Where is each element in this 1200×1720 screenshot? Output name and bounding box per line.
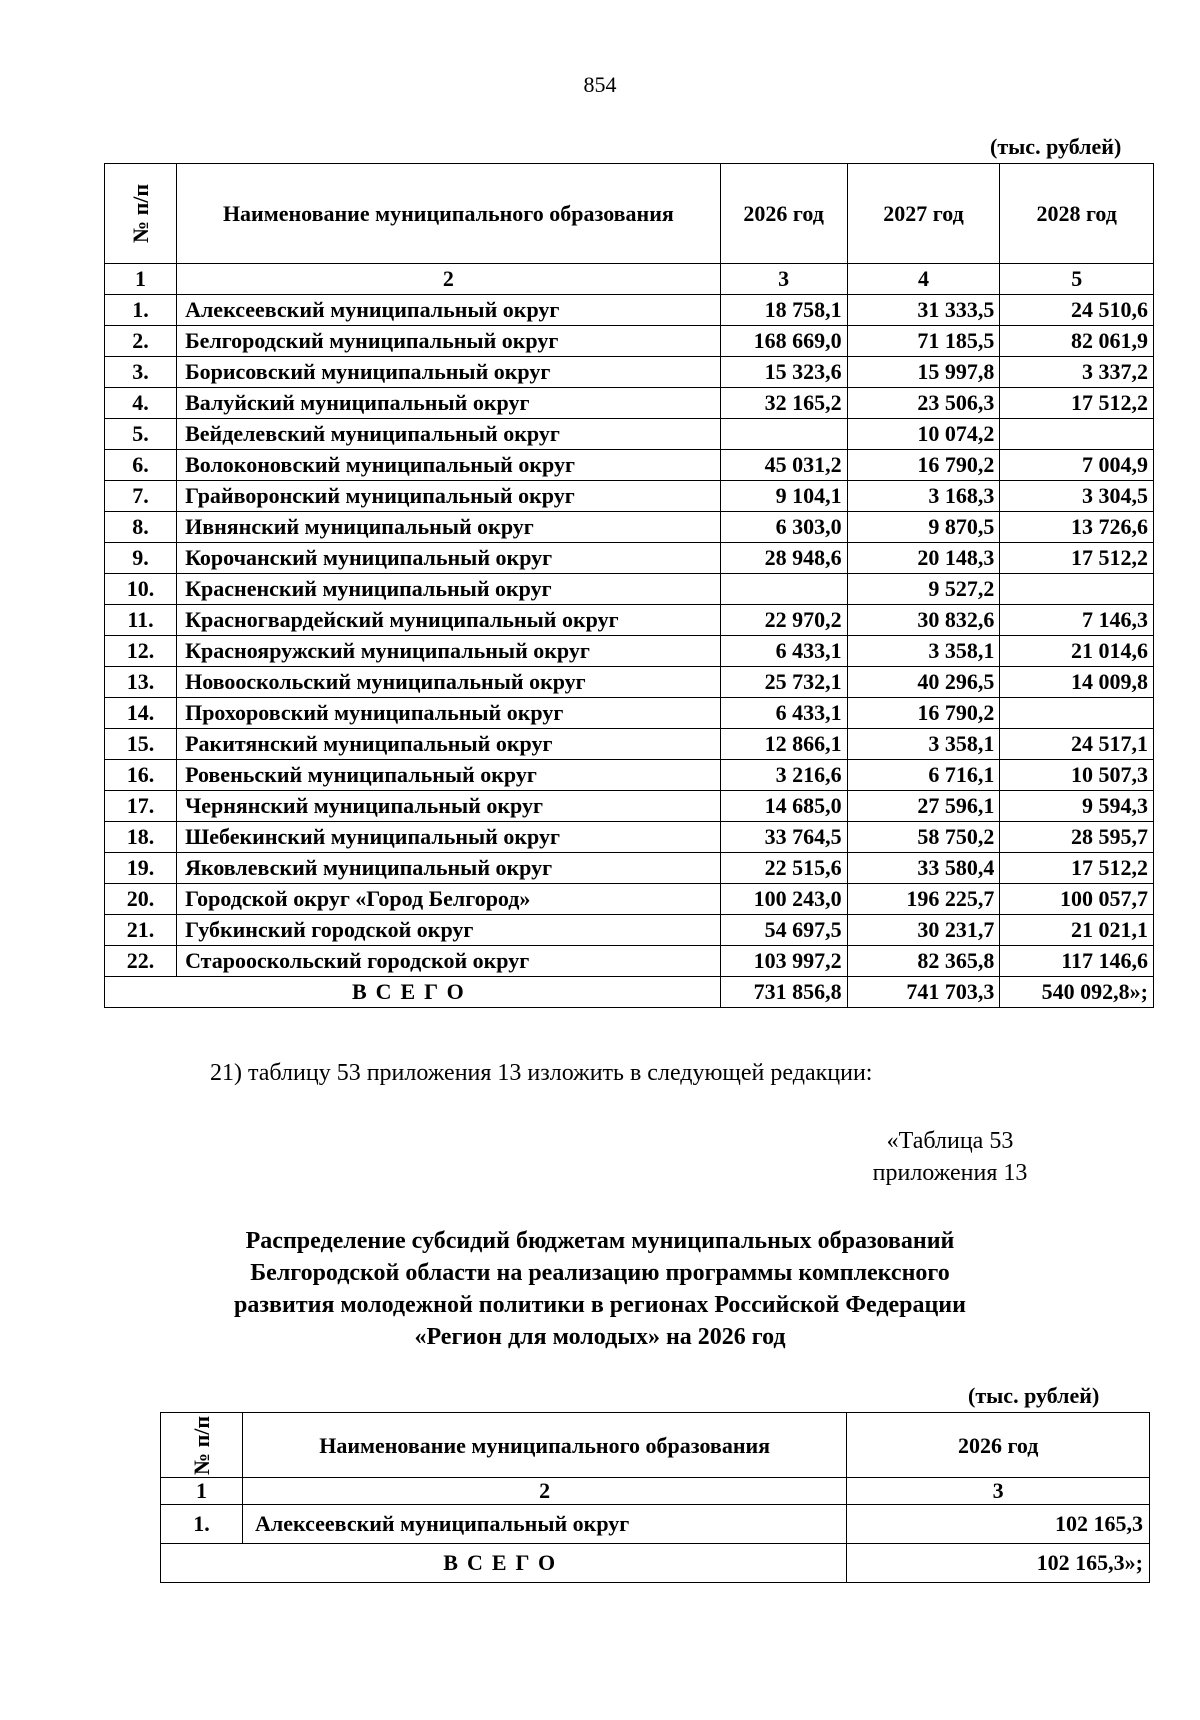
value-2027: 6 716,1: [847, 760, 1000, 791]
municipality-name: Алексеевский муниципальный округ: [177, 295, 721, 326]
value-2028: [1000, 698, 1154, 729]
table-row: [105, 698, 1154, 729]
table-row: [105, 946, 1154, 977]
value-2027: 30 832,6: [847, 605, 1000, 636]
row-number: 5.: [105, 419, 177, 450]
header-name: Наименование муниципального образования: [242, 1413, 846, 1478]
value-2028: 3 304,5: [1000, 481, 1154, 512]
table-row: [105, 574, 1154, 605]
header-num: № п/п: [161, 1413, 243, 1478]
total-row: [161, 1544, 1150, 1583]
table-row: [105, 295, 1154, 326]
header-year-2027: 2027 год: [847, 164, 1000, 264]
column-number: 2: [177, 264, 721, 295]
value-2027: 10 074,2: [847, 419, 1000, 450]
value-2028: 14 009,8: [1000, 667, 1154, 698]
heading-line: Белгородской области на реализацию программы комплексного: [250, 1260, 950, 1286]
header-name: Наименование муниципального образования: [177, 164, 721, 264]
value-2027: 16 790,2: [847, 450, 1000, 481]
value-2027: 3 358,1: [847, 729, 1000, 760]
table-reference-line: приложения 13: [872, 1160, 1028, 1186]
value-2026: 28 948,6: [720, 543, 847, 574]
table-row: [105, 729, 1154, 760]
municipality-name: Ровеньский муниципальный округ: [177, 760, 721, 791]
total-2026: 102 165,3»;: [847, 1544, 1150, 1583]
value-2026: 6 433,1: [720, 698, 847, 729]
value-2028: 17 512,2: [1000, 543, 1154, 574]
value-2026: [720, 574, 847, 605]
value-2026: 18 758,1: [720, 295, 847, 326]
municipality-name: Вейделевский муниципальный округ: [177, 419, 721, 450]
value-2026: 45 031,2: [720, 450, 847, 481]
value-2027: 23 506,3: [847, 388, 1000, 419]
allocation-table-1: [104, 163, 1154, 1008]
table-row: [105, 822, 1154, 853]
municipality-name: Белгородский муниципальный округ: [177, 326, 721, 357]
table-row: [105, 605, 1154, 636]
row-number: 21.: [105, 915, 177, 946]
municipality-name: Красненский муниципальный округ: [177, 574, 721, 605]
value-2028: 100 057,7: [1000, 884, 1154, 915]
row-number: 6.: [105, 450, 177, 481]
value-2028: 3 337,2: [1000, 357, 1154, 388]
column-number: 5: [1000, 264, 1154, 295]
value-2028: 17 512,2: [1000, 853, 1154, 884]
row-number: 12.: [105, 636, 177, 667]
value-2026: 33 764,5: [720, 822, 847, 853]
table-row: [105, 791, 1154, 822]
header-num: № п/п: [105, 164, 177, 264]
value-2026: 22 970,2: [720, 605, 847, 636]
municipality-name: Прохоровский муниципальный округ: [177, 698, 721, 729]
value-2028: 117 146,6: [1000, 946, 1154, 977]
value-2027: 9 527,2: [847, 574, 1000, 605]
value-2026: 3 216,6: [720, 760, 847, 791]
value-2026: 102 165,3: [847, 1505, 1150, 1544]
row-number: 15.: [105, 729, 177, 760]
table-row: [105, 512, 1154, 543]
municipality-name: Корочанский муниципальный округ: [177, 543, 721, 574]
value-2027: 196 225,7: [847, 884, 1000, 915]
column-number: 3: [847, 1478, 1150, 1505]
column-number: 3: [720, 264, 847, 295]
row-number: 10.: [105, 574, 177, 605]
value-2027: 71 185,5: [847, 326, 1000, 357]
value-2027: 40 296,5: [847, 667, 1000, 698]
municipality-name: Новооскольский муниципальный округ: [177, 667, 721, 698]
value-2028: 28 595,7: [1000, 822, 1154, 853]
municipality-name: Красногвардейский муниципальный округ: [177, 605, 721, 636]
municipality-name: Алексеевский муниципальный округ: [242, 1505, 846, 1544]
value-2028: 17 512,2: [1000, 388, 1154, 419]
municipality-name: Губкинский городской округ: [177, 915, 721, 946]
row-number: 1.: [161, 1505, 243, 1544]
total-2027: 741 703,3: [847, 977, 1000, 1008]
value-2026: 54 697,5: [720, 915, 847, 946]
table-row: [105, 760, 1154, 791]
table-reference: [820, 1125, 1080, 1189]
municipality-name: Городской округ «Город Белгород»: [177, 884, 721, 915]
municipality-name: Яковлевский муниципальный округ: [177, 853, 721, 884]
row-number: 4.: [105, 388, 177, 419]
header-year-2026: 2026 год: [847, 1413, 1150, 1478]
municipality-name: Краснояружский муниципальный округ: [177, 636, 721, 667]
value-2027: 3 358,1: [847, 636, 1000, 667]
value-2028: 24 510,6: [1000, 295, 1154, 326]
column-number: 1: [161, 1478, 243, 1505]
value-2026: 25 732,1: [720, 667, 847, 698]
value-2027: 82 365,8: [847, 946, 1000, 977]
table1-header-row: [105, 164, 1154, 264]
header-year-2028: 2028 год: [1000, 164, 1154, 264]
value-2026: 6 303,0: [720, 512, 847, 543]
value-2027: 33 580,4: [847, 853, 1000, 884]
value-2028: 7 004,9: [1000, 450, 1154, 481]
value-2027: 15 997,8: [847, 357, 1000, 388]
row-number: 14.: [105, 698, 177, 729]
municipality-name: Ивнянский муниципальный округ: [177, 512, 721, 543]
row-number: 19.: [105, 853, 177, 884]
value-2028: 7 146,3: [1000, 605, 1154, 636]
value-2027: 31 333,5: [847, 295, 1000, 326]
table2-units: (тыс. рублей): [968, 1383, 1100, 1408]
table-row: [105, 357, 1154, 388]
value-2027: 9 870,5: [847, 512, 1000, 543]
value-2026: 103 997,2: [720, 946, 847, 977]
page-number: 854: [583, 72, 617, 97]
row-number: 22.: [105, 946, 177, 977]
row-number: 13.: [105, 667, 177, 698]
municipality-name: Валуйский муниципальный округ: [177, 388, 721, 419]
table1-units: (тыс. рублей): [990, 134, 1122, 159]
row-number: 11.: [105, 605, 177, 636]
heading-line: Распределение субсидий бюджетам муниципальных образований: [245, 1228, 955, 1254]
table2-header-row: [161, 1413, 1150, 1478]
row-number: 16.: [105, 760, 177, 791]
value-2026: 9 104,1: [720, 481, 847, 512]
row-number: 20.: [105, 884, 177, 915]
total-row: [105, 977, 1154, 1008]
heading-line: развития молодежной политики в регионах Российской Федерации: [234, 1292, 966, 1318]
table1-column-numbers: [105, 264, 1154, 295]
column-number: 1: [105, 264, 177, 295]
allocation-table-2: [160, 1412, 1150, 1583]
value-2027: 27 596,1: [847, 791, 1000, 822]
value-2026: 14 685,0: [720, 791, 847, 822]
column-number: 2: [242, 1478, 846, 1505]
total-label: ВСЕГО: [161, 1544, 847, 1583]
total-2026: 731 856,8: [720, 977, 847, 1008]
municipality-name: Грайворонский муниципальный округ: [177, 481, 721, 512]
value-2027: 16 790,2: [847, 698, 1000, 729]
table-row: [105, 915, 1154, 946]
row-number: 2.: [105, 326, 177, 357]
municipality-name: Старооскольский городской округ: [177, 946, 721, 977]
value-2028: [1000, 574, 1154, 605]
row-number: 1.: [105, 295, 177, 326]
column-number: 4: [847, 264, 1000, 295]
heading-line: «Регион для молодых» на 2026 год: [414, 1324, 786, 1350]
value-2028: 13 726,6: [1000, 512, 1154, 543]
table-row: [105, 419, 1154, 450]
municipality-name: Шебекинский муниципальный округ: [177, 822, 721, 853]
table2-column-numbers: [161, 1478, 1150, 1505]
value-2026: 22 515,6: [720, 853, 847, 884]
table-row: [105, 667, 1154, 698]
municipality-name: Волоконовский муниципальный округ: [177, 450, 721, 481]
value-2028: 21 021,1: [1000, 915, 1154, 946]
value-2026: 6 433,1: [720, 636, 847, 667]
section-heading: [190, 1225, 1010, 1353]
amendment-instruction: 21) таблицу 53 приложения 13 изложить в следующей редакции:: [210, 1060, 873, 1086]
value-2027: 3 168,3: [847, 481, 1000, 512]
value-2026: 32 165,2: [720, 388, 847, 419]
table-row: [105, 481, 1154, 512]
table-row: [161, 1505, 1150, 1544]
table-row: [105, 543, 1154, 574]
value-2026: 15 323,6: [720, 357, 847, 388]
row-number: 18.: [105, 822, 177, 853]
value-2027: 30 231,7: [847, 915, 1000, 946]
header-year-2026: 2026 год: [720, 164, 847, 264]
table-row: [105, 884, 1154, 915]
value-2026: 12 866,1: [720, 729, 847, 760]
value-2028: 10 507,3: [1000, 760, 1154, 791]
value-2028: [1000, 419, 1154, 450]
value-2026: 168 669,0: [720, 326, 847, 357]
value-2026: 100 243,0: [720, 884, 847, 915]
value-2026: [720, 419, 847, 450]
value-2028: 21 014,6: [1000, 636, 1154, 667]
row-number: 3.: [105, 357, 177, 388]
row-number: 8.: [105, 512, 177, 543]
value-2028: 82 061,9: [1000, 326, 1154, 357]
total-label: ВСЕГО: [105, 977, 721, 1008]
table-row: [105, 450, 1154, 481]
value-2028: 24 517,1: [1000, 729, 1154, 760]
value-2027: 58 750,2: [847, 822, 1000, 853]
municipality-name: Чернянский муниципальный округ: [177, 791, 721, 822]
table-row: [105, 388, 1154, 419]
value-2028: 9 594,3: [1000, 791, 1154, 822]
table-row: [105, 853, 1154, 884]
row-number: 9.: [105, 543, 177, 574]
table-row: [105, 326, 1154, 357]
table-row: [105, 636, 1154, 667]
value-2027: 20 148,3: [847, 543, 1000, 574]
table-reference-line: «Таблица 53: [886, 1128, 1014, 1154]
total-2028: 540 092,8»;: [1000, 977, 1154, 1008]
row-number: 7.: [105, 481, 177, 512]
municipality-name: Ракитянский муниципальный округ: [177, 729, 721, 760]
row-number: 17.: [105, 791, 177, 822]
municipality-name: Борисовский муниципальный округ: [177, 357, 721, 388]
